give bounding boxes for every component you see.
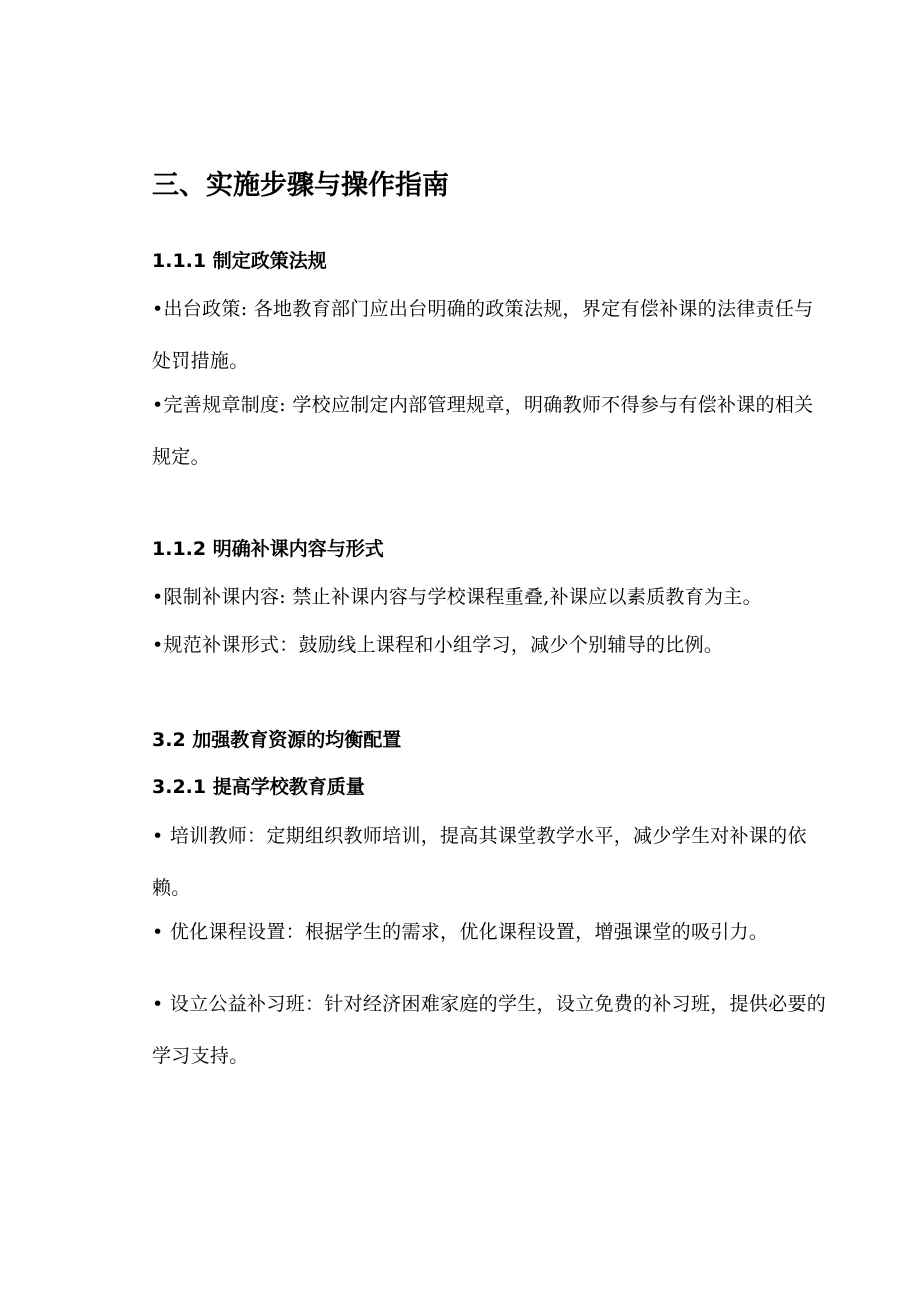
section-heading-3-2: 3.2 加强教育资源的均衡配置	[152, 729, 402, 751]
paragraph-limit-content: •限制补课内容: 禁止补课内容与学校课程重叠,补课应以素质教育为主。	[152, 586, 762, 608]
page-title: 三、实施步骤与操作指南	[152, 170, 449, 201]
paragraph-standardize-form: •规范补课形式：鼓励线上课程和小组学习，减少个别辅导的比例。	[152, 634, 724, 656]
paragraph-public-tutoring: • 设立公益补习班：针对经济困难家庭的学生，设立免费的补习班，提供必要的学习支持。	[152, 993, 827, 1067]
paragraph-optimize-courses: • 优化课程设置：根据学生的需求，优化课程设置，增强课堂的吸引力。	[152, 921, 769, 943]
section-heading-1-1-1: 1.1.1 制定政策法规	[152, 250, 327, 272]
section-heading-1-1-2: 1.1.2 明确补课内容与形式	[152, 538, 384, 560]
section-heading-3-2-1: 3.2.1 提高学校教育质量	[152, 776, 365, 798]
paragraph-improve-rules: •完善规章制度: 学校应制定内部管理规章，明确教师不得参与有偿补课的相关规定。	[152, 394, 814, 468]
paragraph-publish-policy: •出台政策: 各地教育部门应出台明确的政策法规，界定有偿补课的法律责任与处罚措施。	[152, 298, 814, 372]
paragraph-train-teachers: • 培训教师：定期组织教师培训，提高其课堂教学水平，减少学生对补课的依赖。	[152, 825, 807, 899]
